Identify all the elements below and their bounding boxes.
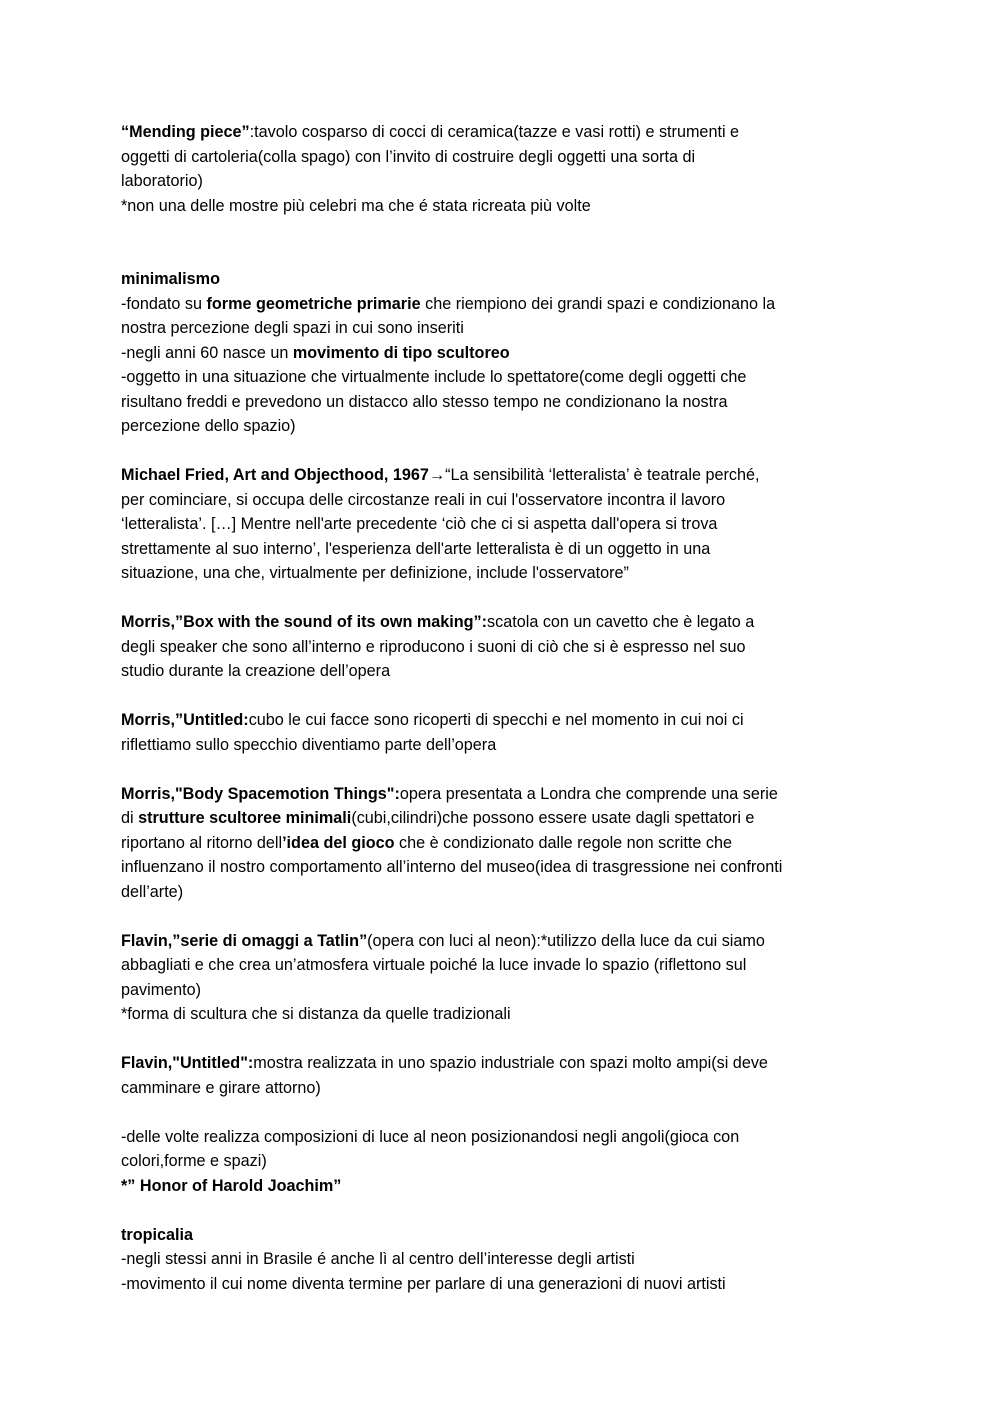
text-line: camminare e girare attorno) bbox=[121, 1078, 321, 1097]
text-line: oggetti di cartoleria(colla spago) con l’invito di costruire degli oggetti una sorta di bbox=[121, 147, 696, 166]
text-run: riportano al ritorno dell bbox=[121, 833, 283, 852]
text-run: scatola con un cavetto che è legato a bbox=[487, 613, 755, 631]
text-line bbox=[121, 1051, 881, 1076]
text-line: -oggetto in una situazione che virtualmente include lo spettatore(come degli oggetti che bbox=[121, 368, 747, 386]
bold-term: “Mending piece” bbox=[121, 123, 250, 141]
text-line: abbagliati e che crea un’atmosfera virtuale poiché la luce invade lo spazio (riflettono sul bbox=[121, 956, 747, 974]
text-line: strettamente al suo interno’, l'esperienza dell'arte letteralista è di un oggetto in una bbox=[121, 539, 711, 558]
text-run: (cubi,cilindri)che possono essere usate dagli spettatori e bbox=[351, 809, 755, 827]
text-line: degli speaker che sono all’interno e riproducono i suoni di ciò che si è espresso nel suo bbox=[121, 637, 746, 656]
text-line bbox=[121, 463, 881, 488]
text-run: mostra realizzata in uno spazio industriale con spazi molto ampi(si deve bbox=[253, 1054, 768, 1072]
text-line: pavimento) bbox=[121, 980, 202, 999]
text-run: -negli anni 60 nasce un bbox=[121, 343, 293, 362]
paragraph-flavin-tatlin bbox=[121, 929, 881, 1027]
text-line: situazione, una che, virtualmente per definizione, include l'osservatore” bbox=[121, 564, 629, 582]
text-line bbox=[121, 120, 881, 145]
text-line bbox=[121, 782, 881, 807]
text-line: -delle volte realizza composizioni di luce al neon posizionandosi negli angoli(gioca con bbox=[121, 1127, 740, 1146]
bold-term: movimento di tipo scultoreo bbox=[292, 343, 510, 362]
paragraph-michael-fried bbox=[121, 463, 881, 586]
bold-term: forme geometriche primarie bbox=[206, 294, 421, 313]
section-tropicalia bbox=[121, 1223, 881, 1297]
text-line: -movimento il cui nome diventa termine per parlare di una generazioni di nuovi artisti bbox=[121, 1274, 726, 1293]
text-line: risultano freddi e prevedono un distacco allo stesso tempo ne condizionano la nostra bbox=[121, 392, 728, 411]
text-line: *forma di scultura che si distanza da quelle tradizionali bbox=[121, 1005, 511, 1023]
text-line: nostra percezione degli spazi in cui sono inseriti bbox=[121, 319, 464, 337]
paragraph-morris-untitled bbox=[121, 708, 881, 757]
text-run: che è condizionato dalle regole non scritte che bbox=[394, 833, 732, 852]
text-run: di bbox=[121, 809, 139, 827]
bold-term: Morris,”Box with the sound of its own making”: bbox=[121, 613, 488, 631]
text-line: studio durante la creazione dell’opera bbox=[121, 662, 391, 680]
text-run: (opera con luci al neon):*utilizzo della luce da cui siamo bbox=[367, 931, 765, 950]
text-line: ‘letteralista’. […] Mentre nell'arte precedente ‘ciò che ci si aspetta dall'opera si trova bbox=[121, 515, 718, 533]
heading-text: tropicalia bbox=[121, 1225, 193, 1244]
bold-term: Michael Fried, Art and Objecthood, 1967 bbox=[121, 466, 429, 484]
bold-term: Flavin,"Untitled": bbox=[121, 1054, 254, 1072]
paragraph-morris-body-spacemotion bbox=[121, 782, 881, 905]
text-run: →“La sensibilità ‘letteralista’ è teatrale perché, bbox=[428, 466, 760, 484]
bold-term: ’idea del gioco bbox=[282, 833, 395, 852]
paragraph-morris-box bbox=[121, 610, 881, 684]
text-line: riflettiamo sullo specchio diventiamo parte dell’opera bbox=[121, 735, 497, 754]
text-run: cubo le cui facce sono ricoperti di specchi e nel momento in cui noi ci bbox=[248, 711, 744, 729]
text-run: :tavolo cosparso di cocci di ceramica(tazze e vasi rotti) e strumenti e bbox=[249, 123, 740, 141]
section-heading bbox=[121, 267, 881, 292]
text-line: percezione dello spazio) bbox=[121, 417, 296, 435]
paragraph-mending-piece bbox=[121, 120, 881, 218]
text-line: *non una delle mostre più celebri ma che é stata ricreata più volte bbox=[121, 196, 591, 215]
text-line bbox=[121, 341, 881, 366]
text-line bbox=[121, 708, 881, 733]
document-page bbox=[121, 120, 881, 1321]
bold-term: Morris,”Untitled: bbox=[121, 711, 249, 729]
bold-term: Flavin,”serie di omaggi a Tatlin” bbox=[121, 931, 368, 950]
text-run: -fondato su bbox=[121, 294, 207, 313]
paragraph-flavin-compositions bbox=[121, 1125, 881, 1199]
heading-text: minimalismo bbox=[121, 270, 220, 288]
text-line: laboratorio) bbox=[121, 172, 203, 190]
paragraph-flavin-untitled bbox=[121, 1051, 881, 1100]
text-run: opera presentata a Londra che comprende una serie bbox=[399, 784, 778, 803]
section-minimalismo bbox=[121, 267, 881, 439]
text-line: -negli stessi anni in Brasile é anche lì al centro dell’interesse degli artisti bbox=[121, 1250, 635, 1268]
text-line bbox=[121, 831, 881, 856]
text-line: influenzano il nostro comportamento all’interno del museo(idea di trasgressione nei confronti bbox=[121, 858, 783, 876]
text-run: che riempiono dei grandi spazi e condizionano la bbox=[420, 294, 776, 313]
text-line bbox=[121, 929, 881, 954]
text-line bbox=[121, 806, 881, 831]
text-line: colori,forme e spazi) bbox=[121, 1152, 267, 1170]
text-line bbox=[121, 610, 881, 635]
bold-term: Morris,"Body Spacemotion Things": bbox=[121, 784, 400, 803]
section-heading bbox=[121, 1223, 881, 1248]
bold-term: strutture scultoree minimali bbox=[138, 809, 352, 827]
text-line bbox=[121, 1174, 881, 1199]
bold-term: *” Honor of Harold Joachim” bbox=[121, 1176, 342, 1195]
text-line bbox=[121, 292, 881, 317]
text-line: dell’arte) bbox=[121, 882, 184, 901]
text-line: per cominciare, si occupa delle circostanze reali in cui l'osservatore incontra il lavoro bbox=[121, 490, 726, 509]
